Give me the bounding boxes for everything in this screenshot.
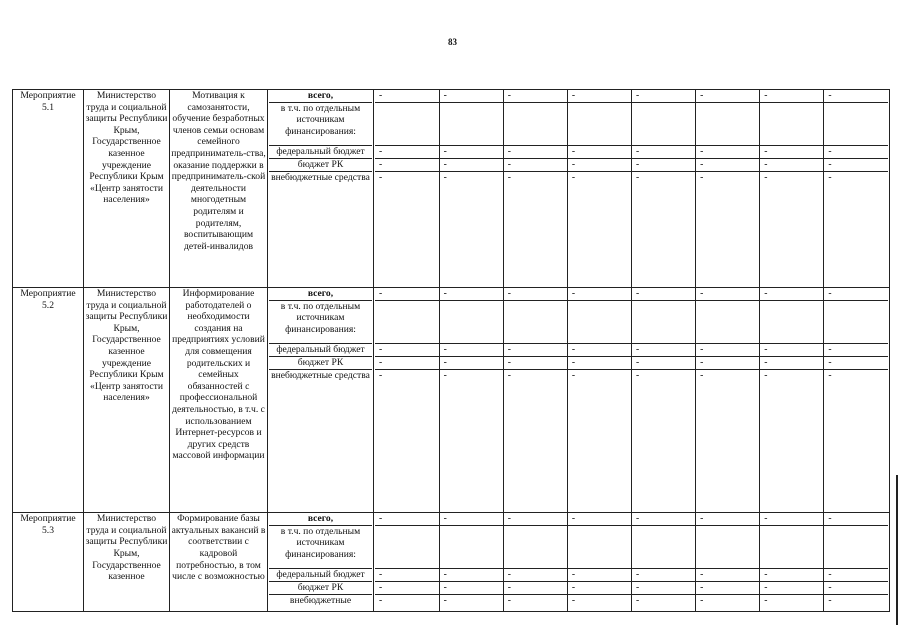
funding-source-list bbox=[269, 288, 372, 512]
funding-values-grid bbox=[375, 90, 888, 287]
value-cell: - bbox=[632, 90, 696, 102]
value-cell: - bbox=[824, 581, 888, 594]
value-cell: - bbox=[375, 145, 439, 158]
value-cell bbox=[567, 300, 631, 343]
value-cell: - bbox=[567, 288, 631, 300]
funding-values-row bbox=[375, 300, 888, 343]
funding-source-row bbox=[269, 145, 372, 158]
value-cell: - bbox=[824, 356, 888, 369]
funding-source-cell bbox=[268, 288, 374, 513]
value-cell: - bbox=[760, 513, 824, 525]
value-cell: - bbox=[828, 171, 832, 183]
value-cell: - bbox=[567, 90, 631, 102]
value-cell: - bbox=[696, 171, 760, 287]
value-cell: - bbox=[632, 158, 696, 171]
funding-source-label: бюджет РК bbox=[269, 158, 372, 171]
value-cell bbox=[567, 102, 631, 145]
value-cell: - bbox=[375, 90, 439, 102]
description-cell: Мотивация к самозанятости, обучение безработных членов семьи основам семейного предприниматель-ства, оказание поддержки в предприниматель-ской деятельности многодетным родителям и родителям, воспитывающим детей-инвалидов bbox=[170, 90, 268, 288]
funding-source-row bbox=[269, 594, 372, 611]
value-cell: - bbox=[824, 145, 888, 158]
funding-values-row bbox=[375, 525, 888, 568]
funding-values-row bbox=[375, 288, 888, 300]
funding-values-row bbox=[375, 145, 888, 158]
value-cell: - bbox=[375, 594, 439, 611]
value-cell: - bbox=[632, 581, 696, 594]
value-cell: - bbox=[375, 513, 439, 525]
value-cell: - bbox=[503, 288, 567, 300]
value-cell bbox=[503, 300, 567, 343]
funding-values-row bbox=[375, 90, 888, 102]
funding-source-label: внебюджетные bbox=[289, 594, 352, 606]
funding-source-label: в т.ч. по отдельным источникам финансирования: bbox=[269, 102, 372, 145]
funding-source-label: бюджет РК bbox=[269, 356, 372, 369]
value-cell bbox=[696, 525, 760, 568]
funding-values-row bbox=[375, 158, 888, 171]
value-cell: - bbox=[439, 513, 503, 525]
value-cell: - bbox=[632, 343, 696, 356]
value-cell bbox=[632, 525, 696, 568]
funding-values-cell bbox=[374, 90, 890, 288]
value-cell: - bbox=[439, 568, 503, 581]
value-cell bbox=[375, 300, 439, 343]
value-cell: - bbox=[503, 158, 567, 171]
value-cell: - bbox=[824, 90, 888, 102]
value-cell: - bbox=[375, 369, 439, 512]
value-cell: - bbox=[760, 90, 824, 102]
value-cell: - bbox=[632, 513, 696, 525]
value-cell: - bbox=[503, 513, 567, 525]
funding-source-cell bbox=[268, 513, 374, 612]
funding-source-label: в т.ч. по отдельным источникам финансирования: bbox=[269, 525, 372, 568]
value-cell: - bbox=[760, 145, 824, 158]
value-cell bbox=[439, 525, 503, 568]
funding-source-row bbox=[269, 102, 372, 145]
description-cell: Формирование базы актуальных вакансий в соответствии с кадровой потребностью, в том числе с возможностью bbox=[170, 513, 268, 612]
funding-values-grid bbox=[375, 288, 888, 512]
value-cell: - bbox=[439, 288, 503, 300]
value-cell bbox=[375, 525, 439, 568]
value-cell: - bbox=[632, 288, 696, 300]
funding-source-list bbox=[269, 513, 372, 611]
value-cell: - bbox=[632, 145, 696, 158]
value-cell: - bbox=[760, 288, 824, 300]
value-cell bbox=[824, 525, 888, 568]
value-cell: - bbox=[375, 158, 439, 171]
value-cell bbox=[824, 300, 888, 343]
value-cell: - bbox=[375, 288, 439, 300]
value-cell: - bbox=[828, 594, 832, 606]
value-cell bbox=[824, 102, 888, 145]
funding-source-row bbox=[269, 513, 372, 525]
value-cell: - bbox=[696, 158, 760, 171]
funding-source-row bbox=[269, 568, 372, 581]
value-cell: - bbox=[503, 369, 567, 512]
value-cell bbox=[375, 102, 439, 145]
funding-source-row bbox=[269, 171, 372, 287]
funding-table bbox=[12, 89, 890, 612]
value-cell: - bbox=[696, 581, 760, 594]
funding-source-label: в т.ч. по отдельным источникам финансирования: bbox=[269, 300, 372, 343]
table-row bbox=[13, 90, 890, 288]
value-cell: - bbox=[696, 90, 760, 102]
funding-source-row bbox=[269, 300, 372, 343]
value-cell bbox=[439, 102, 503, 145]
value-cell: - bbox=[828, 369, 832, 381]
value-cell: - bbox=[439, 90, 503, 102]
value-cell: - bbox=[503, 594, 567, 611]
page-number: 83 bbox=[448, 37, 457, 47]
funding-source-row bbox=[269, 90, 372, 102]
value-cell bbox=[632, 102, 696, 145]
value-cell: - bbox=[760, 568, 824, 581]
value-cell bbox=[503, 525, 567, 568]
value-cell bbox=[696, 102, 760, 145]
value-cell: - bbox=[632, 171, 696, 287]
funding-values-cell bbox=[374, 513, 890, 612]
value-cell: - bbox=[696, 356, 760, 369]
value-cell: - bbox=[824, 343, 888, 356]
value-cell: - bbox=[824, 158, 888, 171]
value-cell: - bbox=[632, 356, 696, 369]
funding-source-label: всего, bbox=[269, 90, 372, 102]
value-cell: - bbox=[439, 171, 503, 287]
value-cell: - bbox=[439, 369, 503, 512]
value-cell: - bbox=[760, 356, 824, 369]
funding-source-label: всего, bbox=[269, 288, 372, 300]
value-cell: - bbox=[632, 594, 696, 611]
value-cell: - bbox=[375, 356, 439, 369]
value-cell: - bbox=[503, 171, 567, 287]
funding-source-row bbox=[269, 525, 372, 568]
funding-values-row bbox=[375, 343, 888, 356]
description-cell: Информирование работодателей о необходимости создания на предприятиях условий для совмещения родительских и семейных обязанностей с профессиональной деятельностью, в т.ч. с использованием Интернет-ресурсов и других средств массовой информации bbox=[170, 288, 268, 513]
value-cell: - bbox=[375, 343, 439, 356]
value-cell: - bbox=[439, 356, 503, 369]
funding-source-row bbox=[269, 581, 372, 594]
event-cell: Мероприятие 5.2 bbox=[13, 288, 84, 513]
value-cell: - bbox=[567, 594, 631, 611]
value-cell: - bbox=[375, 581, 439, 594]
value-cell: - bbox=[824, 568, 888, 581]
right-border-mark bbox=[896, 475, 898, 625]
funding-source-label: федеральный бюджет bbox=[269, 568, 372, 581]
funding-source-label: внебюджетные средства bbox=[271, 369, 370, 381]
funding-source-row bbox=[269, 343, 372, 356]
value-cell: - bbox=[760, 343, 824, 356]
value-cell: - bbox=[567, 343, 631, 356]
value-cell: - bbox=[439, 581, 503, 594]
funding-source-label: бюджет РК bbox=[269, 581, 372, 594]
funding-source-label: всего, bbox=[269, 513, 372, 525]
table-row bbox=[13, 513, 890, 612]
funding-values-row bbox=[375, 102, 888, 145]
value-cell: - bbox=[439, 145, 503, 158]
value-cell: - bbox=[439, 594, 503, 611]
value-cell: - bbox=[567, 568, 631, 581]
value-cell: - bbox=[503, 356, 567, 369]
value-cell: - bbox=[760, 158, 824, 171]
value-cell bbox=[632, 300, 696, 343]
value-cell: - bbox=[567, 145, 631, 158]
value-cell: - bbox=[696, 594, 760, 611]
funding-source-row bbox=[269, 158, 372, 171]
value-cell bbox=[760, 102, 824, 145]
value-cell: - bbox=[632, 568, 696, 581]
value-cell: - bbox=[696, 568, 760, 581]
value-cell: - bbox=[567, 581, 631, 594]
value-cell: - bbox=[567, 513, 631, 525]
funding-values-row bbox=[375, 581, 888, 594]
funding-values-row bbox=[375, 594, 888, 611]
value-cell bbox=[567, 525, 631, 568]
value-cell bbox=[439, 300, 503, 343]
value-cell: - bbox=[567, 158, 631, 171]
value-cell: - bbox=[696, 145, 760, 158]
funding-values-row bbox=[375, 171, 888, 287]
funding-source-label: внебюджетные средства bbox=[271, 171, 370, 183]
value-cell: - bbox=[760, 594, 824, 611]
funding-source-label: федеральный бюджет bbox=[269, 145, 372, 158]
value-cell: - bbox=[760, 581, 824, 594]
event-cell: Мероприятие 5.3 bbox=[13, 513, 84, 612]
value-cell: - bbox=[503, 568, 567, 581]
value-cell bbox=[760, 300, 824, 343]
value-cell: - bbox=[632, 369, 696, 512]
value-cell: - bbox=[503, 145, 567, 158]
value-cell: - bbox=[824, 288, 888, 300]
funding-source-row bbox=[269, 356, 372, 369]
funding-values-grid bbox=[375, 513, 888, 611]
value-cell: - bbox=[503, 581, 567, 594]
funding-values-cell bbox=[374, 288, 890, 513]
value-cell bbox=[696, 300, 760, 343]
table-row bbox=[13, 288, 890, 513]
value-cell: - bbox=[375, 171, 439, 287]
funding-values-row bbox=[375, 568, 888, 581]
value-cell: - bbox=[824, 513, 888, 525]
funding-values-row bbox=[375, 513, 888, 525]
value-cell: - bbox=[696, 343, 760, 356]
funding-source-list bbox=[269, 90, 372, 287]
value-cell: - bbox=[375, 568, 439, 581]
funding-source-label: федеральный бюджет bbox=[269, 343, 372, 356]
funding-source-cell bbox=[268, 90, 374, 288]
event-cell: Мероприятие 5.1 bbox=[13, 90, 84, 288]
executor-cell: Министерство труда и социальной защиты Республики Крым, Государственное казенное bbox=[84, 513, 170, 612]
value-cell: - bbox=[696, 369, 760, 512]
funding-source-row bbox=[269, 288, 372, 300]
value-cell bbox=[760, 525, 824, 568]
value-cell: - bbox=[503, 343, 567, 356]
value-cell: - bbox=[760, 369, 824, 512]
value-cell: - bbox=[760, 171, 824, 287]
value-cell: - bbox=[439, 343, 503, 356]
value-cell: - bbox=[696, 288, 760, 300]
value-cell: - bbox=[696, 513, 760, 525]
value-cell: - bbox=[567, 369, 631, 512]
funding-values-row bbox=[375, 369, 888, 512]
value-cell: - bbox=[567, 356, 631, 369]
funding-values-row bbox=[375, 356, 888, 369]
value-cell: - bbox=[567, 171, 631, 287]
value-cell: - bbox=[503, 90, 567, 102]
value-cell bbox=[503, 102, 567, 145]
executor-cell: Министерство труда и социальной защиты Республики Крым, Государственное казенное учреждение Республики Крым «Центр занятости населения» bbox=[84, 288, 170, 513]
funding-source-row bbox=[269, 369, 372, 512]
executor-cell: Министерство труда и социальной защиты Республики Крым, Государственное казенное учреждение Республики Крым «Центр занятости населения» bbox=[84, 90, 170, 288]
value-cell: - bbox=[439, 158, 503, 171]
